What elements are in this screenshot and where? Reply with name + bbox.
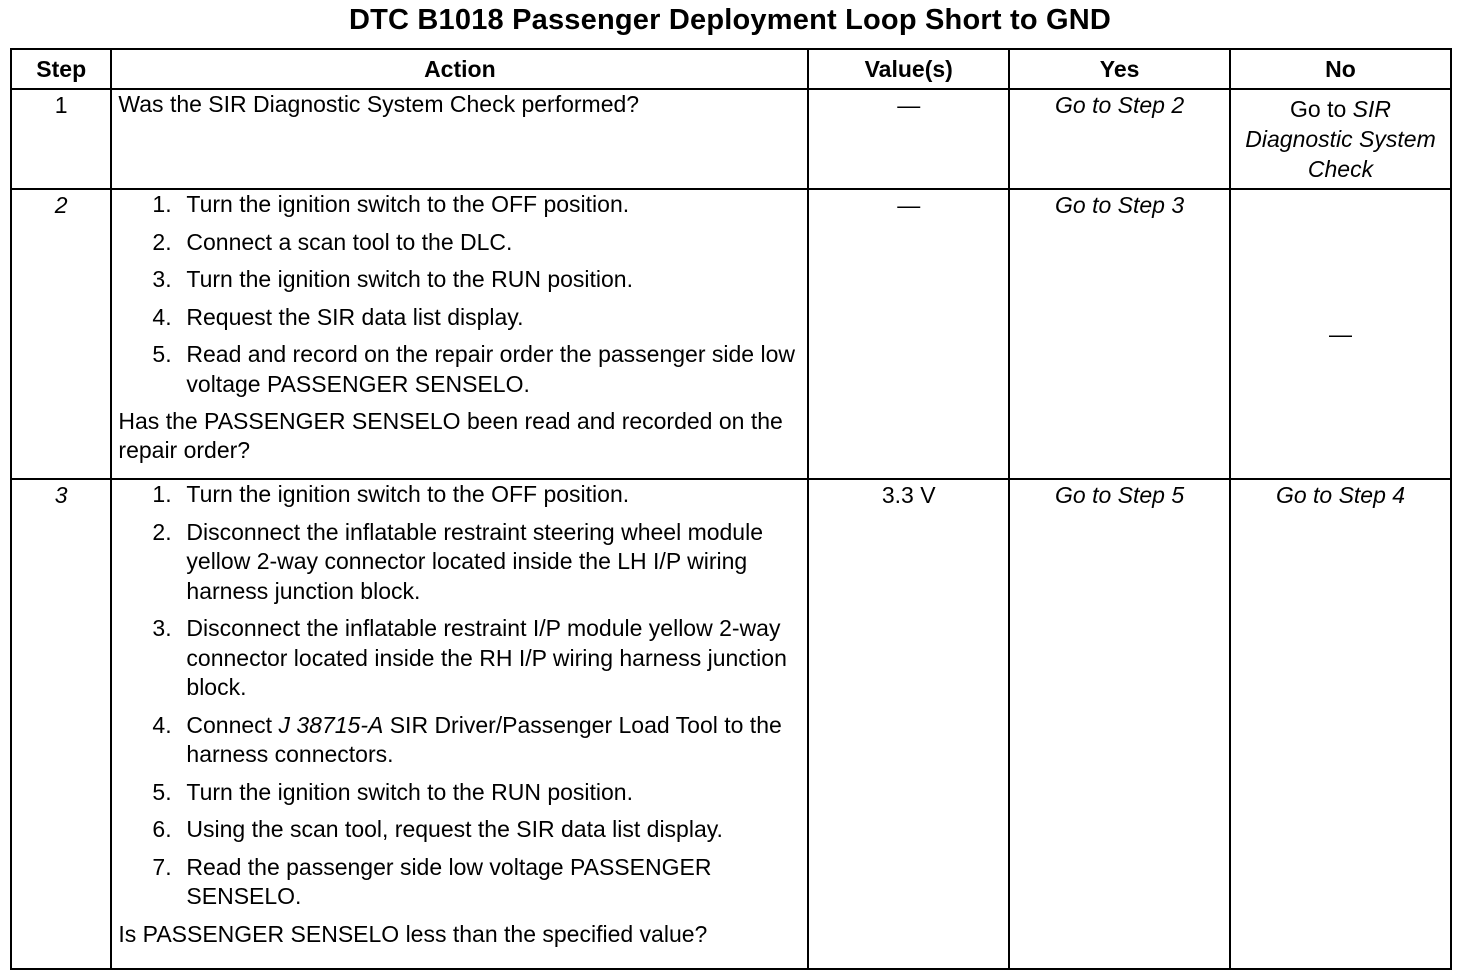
list-item: 3. Disconnect the inflatable restraint I/P module yellow 2-way connector located inside the RH I/P wiring harness junction block. — [152, 615, 787, 700]
value-cell: — — [808, 189, 1009, 479]
table-row-step-2 — [11, 189, 1451, 479]
list-item: 4. Connect J 38715-A SIR Driver/Passenger Load Tool to the harness connectors. — [152, 711, 782, 767]
page-title: DTC B1018 Passenger Deployment Loop Short to GND — [348, 4, 1112, 36]
action-question: Has the PASSENGER SENSELO been read and recorded on the repair order? — [118, 408, 783, 463]
action-cell — [111, 189, 808, 479]
value-cell: — — [808, 89, 1009, 189]
no-cell: Go to Step 4 — [1230, 479, 1451, 969]
list-item: 4. Request the SIR data list display. — [152, 303, 524, 330]
action-question: Is PASSENGER SENSELO less than the specified value? — [118, 920, 708, 947]
list-item: 6. Using the scan tool, request the SIR data list display. — [152, 816, 723, 842]
header-no: No — [1230, 49, 1451, 89]
list-item: 2. Connect a scan tool to the DLC. — [152, 228, 513, 255]
table-row-step-1 — [11, 89, 1451, 189]
header-action: Action — [111, 49, 808, 89]
list-item: 3. Turn the ignition switch to the RUN position. — [152, 266, 633, 292]
header-value: Value(s) — [808, 49, 1009, 89]
list-item: 5. Turn the ignition switch to the RUN position. — [152, 778, 633, 805]
list-item: 7. Read the passenger side low voltage PASSENGER SENSELO. — [152, 853, 712, 909]
diagnostic-table — [10, 48, 1452, 970]
action-cell — [111, 479, 808, 969]
action-steps-list — [118, 190, 801, 399]
header-row — [11, 49, 1451, 89]
yes-cell: Go to Step 3 — [1009, 189, 1230, 479]
list-item: 2. Disconnect the inflatable restraint steering wheel module yellow 2-way connector located inside the LH I/P wiring harness junction block. — [152, 518, 764, 604]
yes-cell: Go to Step 5 — [1009, 479, 1230, 969]
action-cell — [111, 89, 808, 189]
value-cell: 3.3 V — [808, 479, 1009, 969]
list-item: 1. Turn the ignition switch to the OFF position. — [152, 481, 630, 507]
table-row-step-3 — [11, 479, 1451, 969]
action-steps-list — [118, 480, 801, 912]
list-item: 1. Turn the ignition switch to the OFF position. — [152, 191, 630, 217]
list-item: 5. Read and record on the repair order the passenger side low voltage PASSENGER SENSELO. — [152, 341, 795, 397]
no-cell — [1230, 89, 1451, 189]
action-question: Was the SIR Diagnostic System Check performed? — [118, 91, 640, 117]
no-prefix: Go to — [1290, 96, 1353, 122]
step-number: 3 — [11, 479, 111, 969]
tool-number: J 38715-A — [278, 711, 384, 738]
yes-cell: Go to Step 2 — [1009, 89, 1230, 189]
header-step: Step — [11, 49, 111, 89]
no-cell: — — [1230, 189, 1451, 479]
step-number: 2 — [11, 189, 111, 479]
header-yes: Yes — [1009, 49, 1230, 89]
step-number: 1 — [11, 89, 111, 189]
no-link-text: SIR Diagnostic System Check — [1245, 96, 1436, 182]
